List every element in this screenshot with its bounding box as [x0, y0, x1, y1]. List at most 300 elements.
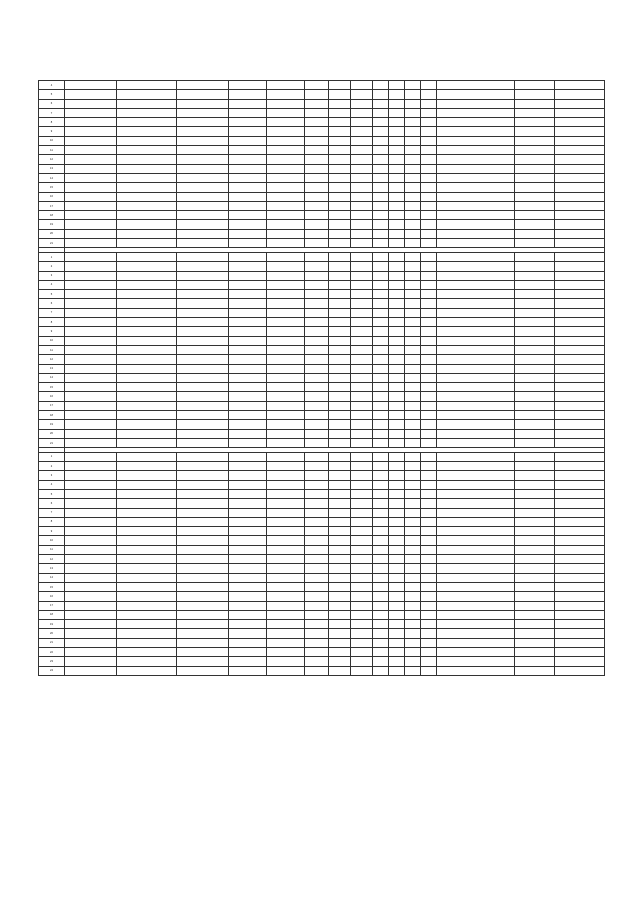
- row-number-cell: 19: [39, 220, 65, 229]
- table-cell: [329, 383, 351, 392]
- table-cell: [373, 499, 389, 508]
- table-cell: [329, 610, 351, 619]
- table-cell: [65, 318, 117, 327]
- table-row: [39, 629, 605, 638]
- table-cell: [65, 364, 117, 373]
- table-cell: [305, 555, 329, 564]
- row-number-cell: 20: [39, 229, 65, 238]
- table-cell: [229, 127, 267, 136]
- table-cell: [65, 573, 117, 582]
- table-row: [39, 610, 605, 619]
- table-cell: [305, 271, 329, 280]
- table-cell: [229, 192, 267, 201]
- table-cell: [405, 592, 421, 601]
- table-cell: [555, 489, 605, 498]
- table-cell: [515, 373, 555, 382]
- table-cell: [65, 657, 117, 666]
- table-cell: [555, 90, 605, 99]
- table-cell: [373, 666, 389, 675]
- table-cell: [351, 410, 373, 419]
- table-cell: [515, 536, 555, 545]
- table-cell: [267, 220, 305, 229]
- row-number-cell: 9: [39, 127, 65, 136]
- table-cell: [117, 164, 177, 173]
- table-cell: [515, 155, 555, 164]
- table-cell: [515, 90, 555, 99]
- table-cell: [267, 429, 305, 438]
- table-cell: [373, 610, 389, 619]
- table-cell: [421, 118, 437, 127]
- table-cell: [405, 648, 421, 657]
- table-cell: [389, 271, 405, 280]
- table-cell: [267, 271, 305, 280]
- row-number-cell: 10: [39, 336, 65, 345]
- table-cell: [329, 355, 351, 364]
- table-cell: [373, 229, 389, 238]
- row-number-cell: 14: [39, 373, 65, 382]
- table-cell: [351, 373, 373, 382]
- table-cell: [405, 364, 421, 373]
- table-cell: [389, 146, 405, 155]
- table-cell: [177, 280, 229, 289]
- table-cell: [421, 136, 437, 145]
- table-cell: [305, 146, 329, 155]
- table-cell: [373, 536, 389, 545]
- table-cell: [329, 462, 351, 471]
- table-row: [39, 229, 605, 238]
- table-cell: [437, 271, 515, 280]
- table-cell: [229, 136, 267, 145]
- table-cell: [177, 429, 229, 438]
- table-cell: [229, 638, 267, 647]
- table-cell: [389, 81, 405, 90]
- table-row: [39, 81, 605, 90]
- table-cell: [351, 308, 373, 317]
- table-cell: [329, 280, 351, 289]
- table-cell: [117, 392, 177, 401]
- table-cell: [229, 420, 267, 429]
- table-cell: [389, 99, 405, 108]
- table-row: [39, 355, 605, 364]
- table-cell: [267, 308, 305, 317]
- table-cell: [421, 146, 437, 155]
- table-cell: [421, 536, 437, 545]
- table-cell: [421, 392, 437, 401]
- table-cell: [555, 601, 605, 610]
- table-cell: [267, 462, 305, 471]
- table-cell: [351, 480, 373, 489]
- table-cell: [329, 648, 351, 657]
- table-cell: [437, 517, 515, 526]
- table-cell: [267, 173, 305, 182]
- table-cell: [267, 601, 305, 610]
- table-row: [39, 220, 605, 229]
- table-cell: [177, 318, 229, 327]
- table-row: [39, 383, 605, 392]
- table-cell: [421, 438, 437, 447]
- table-cell: [117, 601, 177, 610]
- table-cell: [351, 429, 373, 438]
- table-cell: [329, 564, 351, 573]
- table-cell: [229, 480, 267, 489]
- table-cell: [555, 629, 605, 638]
- table-cell: [351, 527, 373, 536]
- table-cell: [117, 373, 177, 382]
- table-cell: [267, 555, 305, 564]
- table-cell: [177, 471, 229, 480]
- table-cell: [229, 327, 267, 336]
- table-cell: [389, 564, 405, 573]
- table-cell: [305, 601, 329, 610]
- table-cell: [437, 666, 515, 675]
- table-cell: [351, 201, 373, 210]
- table-cell: [421, 666, 437, 675]
- table-cell: [229, 499, 267, 508]
- table-cell: [373, 118, 389, 127]
- table-cell: [329, 220, 351, 229]
- table-row: [39, 517, 605, 526]
- table-cell: [373, 471, 389, 480]
- table-cell: [267, 262, 305, 271]
- table-cell: [421, 555, 437, 564]
- table-cell: [373, 211, 389, 220]
- table-cell: [515, 355, 555, 364]
- table-cell: [65, 211, 117, 220]
- table-cell: [305, 183, 329, 192]
- table-cell: [389, 527, 405, 536]
- table-cell: [305, 499, 329, 508]
- table-cell: [389, 308, 405, 317]
- table-cell: [117, 173, 177, 182]
- table-cell: [389, 536, 405, 545]
- table-cell: [389, 118, 405, 127]
- table-cell: [177, 164, 229, 173]
- table-cell: [267, 499, 305, 508]
- table-cell: [389, 229, 405, 238]
- table-cell: [351, 573, 373, 582]
- table-cell: [515, 517, 555, 526]
- table-cell: [305, 657, 329, 666]
- table-cell: [305, 90, 329, 99]
- table-cell: [421, 252, 437, 261]
- table-cell: [117, 508, 177, 517]
- table-cell: [229, 155, 267, 164]
- table-cell: [267, 648, 305, 657]
- table-cell: [515, 410, 555, 419]
- table-cell: [389, 438, 405, 447]
- row-number-cell: 10: [39, 536, 65, 545]
- table-cell: [421, 262, 437, 271]
- table-cell: [177, 392, 229, 401]
- table-cell: [65, 638, 117, 647]
- table-cell: [351, 355, 373, 364]
- row-number-cell: 18: [39, 410, 65, 419]
- table-cell: [405, 420, 421, 429]
- table-cell: [373, 462, 389, 471]
- table-cell: [373, 336, 389, 345]
- table-cell: [555, 308, 605, 317]
- table-cell: [305, 239, 329, 248]
- table-cell: [515, 508, 555, 517]
- table-cell: [305, 383, 329, 392]
- table-cell: [329, 420, 351, 429]
- table-cell: [555, 648, 605, 657]
- table-cell: [437, 290, 515, 299]
- table-cell: [177, 239, 229, 248]
- table-cell: [329, 299, 351, 308]
- table-cell: [267, 401, 305, 410]
- table-cell: [351, 271, 373, 280]
- table-row: [39, 118, 605, 127]
- table-cell: [177, 364, 229, 373]
- table-cell: [229, 629, 267, 638]
- table-cell: [267, 252, 305, 261]
- table-cell: [437, 471, 515, 480]
- table-cell: [65, 108, 117, 117]
- row-number-cell: 15: [39, 183, 65, 192]
- table-cell: [329, 146, 351, 155]
- table-cell: [389, 90, 405, 99]
- table-cell: [515, 173, 555, 182]
- table-cell: [177, 201, 229, 210]
- table-cell: [437, 582, 515, 591]
- table-cell: [267, 299, 305, 308]
- table-cell: [515, 252, 555, 261]
- table-cell: [437, 327, 515, 336]
- table-cell: [229, 462, 267, 471]
- table-row: [39, 345, 605, 354]
- table-row: [39, 638, 605, 647]
- table-cell: [405, 290, 421, 299]
- table-cell: [329, 657, 351, 666]
- table-cell: [117, 462, 177, 471]
- table-cell: [177, 480, 229, 489]
- table-cell: [389, 192, 405, 201]
- table-cell: [351, 90, 373, 99]
- table-cell: [405, 155, 421, 164]
- table-row: [39, 127, 605, 136]
- table-cell: [351, 127, 373, 136]
- table-cell: [555, 666, 605, 675]
- table-cell: [515, 545, 555, 554]
- table-cell: [229, 657, 267, 666]
- table-cell: [515, 555, 555, 564]
- table-cell: [437, 229, 515, 238]
- table-cell: [177, 499, 229, 508]
- table-cell: [229, 401, 267, 410]
- table-cell: [421, 155, 437, 164]
- table-cell: [437, 108, 515, 117]
- table-cell: [389, 592, 405, 601]
- table-cell: [117, 290, 177, 299]
- table-cell: [405, 136, 421, 145]
- table-cell: [65, 173, 117, 182]
- table-cell: [117, 499, 177, 508]
- row-number-cell: 15: [39, 383, 65, 392]
- row-number-cell: 7: [39, 108, 65, 117]
- table-cell: [555, 290, 605, 299]
- table-cell: [515, 127, 555, 136]
- table-cell: [351, 336, 373, 345]
- table-cell: [389, 452, 405, 461]
- table-cell: [437, 183, 515, 192]
- table-cell: [65, 290, 117, 299]
- register-table: [38, 80, 605, 676]
- table-cell: [229, 280, 267, 289]
- table-cell: [421, 373, 437, 382]
- table-cell: [229, 271, 267, 280]
- table-cell: [177, 81, 229, 90]
- table-cell: [515, 657, 555, 666]
- table-cell: [555, 438, 605, 447]
- table-cell: [405, 545, 421, 554]
- table-cell: [437, 527, 515, 536]
- table-cell: [555, 517, 605, 526]
- table-cell: [229, 90, 267, 99]
- table-cell: [229, 592, 267, 601]
- row-number-cell: 5: [39, 489, 65, 498]
- table-row: [39, 136, 605, 145]
- table-cell: [229, 183, 267, 192]
- table-cell: [305, 410, 329, 419]
- table-cell: [117, 555, 177, 564]
- table-row: [39, 318, 605, 327]
- table-cell: [351, 555, 373, 564]
- table-cell: [405, 401, 421, 410]
- table-cell: [373, 127, 389, 136]
- table-cell: [177, 229, 229, 238]
- row-number-cell: 1: [39, 252, 65, 261]
- table-cell: [555, 99, 605, 108]
- table-cell: [351, 564, 373, 573]
- table-cell: [437, 401, 515, 410]
- row-number-cell: 4: [39, 480, 65, 489]
- table-cell: [229, 164, 267, 173]
- table-cell: [329, 499, 351, 508]
- table-cell: [65, 183, 117, 192]
- table-cell: [267, 471, 305, 480]
- table-cell: [177, 99, 229, 108]
- table-cell: [351, 536, 373, 545]
- table-cell: [515, 601, 555, 610]
- row-number-cell: 4: [39, 81, 65, 90]
- table-cell: [389, 610, 405, 619]
- table-cell: [229, 527, 267, 536]
- table-cell: [267, 666, 305, 675]
- table-cell: [65, 355, 117, 364]
- table-cell: [329, 211, 351, 220]
- table-cell: [65, 127, 117, 136]
- table-cell: [351, 601, 373, 610]
- table-cell: [437, 299, 515, 308]
- table-cell: [351, 666, 373, 675]
- table-cell: [555, 620, 605, 629]
- table-cell: [267, 410, 305, 419]
- row-number-cell: 17: [39, 601, 65, 610]
- table-cell: [305, 373, 329, 382]
- table-cell: [389, 657, 405, 666]
- table-cell: [65, 666, 117, 675]
- table-cell: [177, 573, 229, 582]
- table-cell: [405, 299, 421, 308]
- table-cell: [177, 183, 229, 192]
- table-cell: [65, 410, 117, 419]
- table-cell: [351, 155, 373, 164]
- table-cell: [437, 462, 515, 471]
- table-cell: [515, 420, 555, 429]
- table-cell: [405, 211, 421, 220]
- table-cell: [373, 517, 389, 526]
- table-cell: [177, 610, 229, 619]
- table-cell: [389, 555, 405, 564]
- table-row: [39, 564, 605, 573]
- table-row: [39, 108, 605, 117]
- table-cell: [421, 480, 437, 489]
- table-cell: [515, 383, 555, 392]
- table-cell: [389, 629, 405, 638]
- table-cell: [65, 420, 117, 429]
- table-cell: [405, 383, 421, 392]
- table-cell: [329, 262, 351, 271]
- table-cell: [555, 410, 605, 419]
- table-cell: [305, 81, 329, 90]
- table-cell: [65, 499, 117, 508]
- table-cell: [329, 252, 351, 261]
- table-cell: [351, 648, 373, 657]
- row-number-cell: 24: [39, 666, 65, 675]
- table-cell: [421, 355, 437, 364]
- row-number-cell: 12: [39, 555, 65, 564]
- table-cell: [229, 471, 267, 480]
- row-number-cell: 6: [39, 499, 65, 508]
- table-cell: [229, 345, 267, 354]
- table-cell: [305, 127, 329, 136]
- table-cell: [329, 127, 351, 136]
- table-row: [39, 155, 605, 164]
- table-cell: [229, 383, 267, 392]
- table-cell: [405, 462, 421, 471]
- table-cell: [555, 452, 605, 461]
- table-cell: [405, 108, 421, 117]
- table-cell: [405, 146, 421, 155]
- row-number-cell: 13: [39, 564, 65, 573]
- row-number-cell: 17: [39, 401, 65, 410]
- table-cell: [437, 127, 515, 136]
- row-number-cell: 2: [39, 462, 65, 471]
- table-row: [39, 438, 605, 447]
- table-cell: [437, 211, 515, 220]
- table-row: [39, 429, 605, 438]
- table-cell: [405, 192, 421, 201]
- table-cell: [421, 336, 437, 345]
- table-cell: [515, 648, 555, 657]
- table-cell: [305, 420, 329, 429]
- table-cell: [405, 410, 421, 419]
- table-cell: [267, 383, 305, 392]
- table-row: [39, 489, 605, 498]
- table-cell: [373, 290, 389, 299]
- table-cell: [117, 573, 177, 582]
- table-cell: [351, 173, 373, 182]
- table-cell: [65, 582, 117, 591]
- table-cell: [177, 438, 229, 447]
- table-cell: [373, 136, 389, 145]
- table-cell: [515, 452, 555, 461]
- table-cell: [229, 211, 267, 220]
- table-cell: [421, 364, 437, 373]
- table-cell: [117, 327, 177, 336]
- table-cell: [515, 629, 555, 638]
